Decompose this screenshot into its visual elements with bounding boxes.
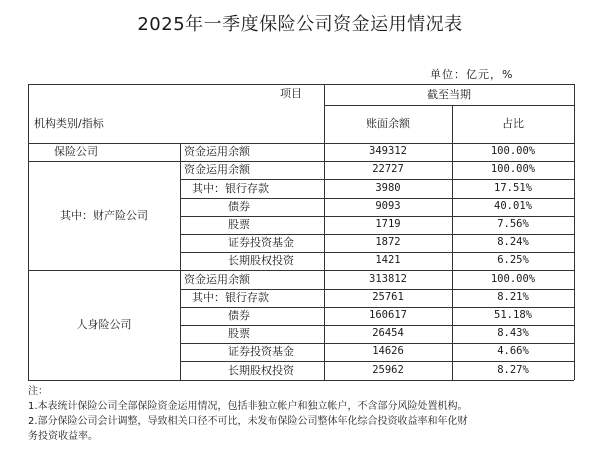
row-item: 资金运用余额 xyxy=(184,163,250,177)
table-rule xyxy=(180,289,574,290)
notes-heading: 注： xyxy=(28,386,48,397)
row-balance: 1872 xyxy=(375,236,401,249)
table-rule xyxy=(180,143,181,380)
row-balance: 26454 xyxy=(372,327,404,340)
row-balance: 1719 xyxy=(375,217,401,230)
row-ratio: 8.27% xyxy=(497,363,529,376)
table-rule xyxy=(574,84,575,380)
row-item: 资金运用余额 xyxy=(184,272,250,286)
table-rule xyxy=(324,105,574,106)
row-item: 证券投资基金 xyxy=(228,345,294,359)
row-balance: 25962 xyxy=(372,363,404,376)
row-item: 股票 xyxy=(228,217,250,231)
table-rule xyxy=(28,270,574,271)
header-ratio: 占比 xyxy=(502,117,524,130)
row-ratio: 51.18% xyxy=(494,308,532,321)
note-line: 1.本表统计保险公司全部保险资金运用情况，包括非独立帐户和独立帐户，不含部分风险处置机构。 xyxy=(28,401,468,412)
row-item: 长期股权投资 xyxy=(228,363,294,377)
investment-table xyxy=(28,84,574,384)
table-rule xyxy=(28,84,29,380)
row-item: 其中：银行存款 xyxy=(192,290,269,304)
total-label: 保险公司 xyxy=(54,145,98,159)
table-rule xyxy=(180,234,574,235)
row-ratio: 6.25% xyxy=(497,254,529,267)
row-item: 债券 xyxy=(228,199,250,213)
notes xyxy=(28,384,588,444)
row-item: 资金运用余额 xyxy=(184,145,250,159)
row-balance: 22727 xyxy=(372,163,404,176)
group-label: 人身险公司 xyxy=(76,318,132,331)
table-rule xyxy=(180,361,574,362)
header-item: 项目 xyxy=(280,87,302,100)
row-ratio: 8.21% xyxy=(497,290,529,303)
unit-label: 单位：亿元，% xyxy=(430,68,514,81)
row-ratio: 8.43% xyxy=(497,327,529,340)
row-item: 债券 xyxy=(228,308,250,322)
table-rule xyxy=(324,84,325,380)
row-balance: 14626 xyxy=(372,345,404,358)
header-balance: 账面余额 xyxy=(366,117,410,130)
row-ratio: 17.51% xyxy=(494,181,532,194)
table-rule xyxy=(180,216,574,217)
row-item: 其中：银行存款 xyxy=(192,181,269,195)
row-ratio: 8.24% xyxy=(497,236,529,249)
table-rule xyxy=(452,105,453,380)
row-balance: 9093 xyxy=(375,199,401,212)
row-balance: 25761 xyxy=(372,290,404,303)
table-rule xyxy=(28,84,574,85)
row-ratio: 100.00% xyxy=(490,145,536,158)
row-ratio: 100.00% xyxy=(490,272,536,285)
row-balance: 349312 xyxy=(369,145,407,158)
row-balance: 313812 xyxy=(369,272,407,285)
table-rule xyxy=(180,179,574,180)
table-rule xyxy=(180,307,574,308)
header-category: 机构类别/指标 xyxy=(34,117,104,130)
table-rule xyxy=(180,325,574,326)
row-balance: 3980 xyxy=(375,181,401,194)
note-line: 2.部分保险公司会计调整，导致相关口径不可比，未发布保险公司整体年化综合投资收益率和年化财 xyxy=(28,416,468,427)
row-item: 股票 xyxy=(228,327,250,341)
row-balance: 1421 xyxy=(375,254,401,267)
row-item: 证券投资基金 xyxy=(228,236,294,250)
row-ratio: 100.00% xyxy=(490,163,536,176)
table-rule xyxy=(28,380,574,381)
row-ratio: 40.01% xyxy=(494,199,532,212)
row-item: 长期股权投资 xyxy=(228,254,294,268)
table-rule xyxy=(28,161,574,162)
row-ratio: 4.66% xyxy=(497,345,529,358)
table-rule xyxy=(28,143,574,144)
group-label: 其中：财产险公司 xyxy=(60,208,148,222)
header-period: 截至当期 xyxy=(427,87,471,101)
row-ratio: 7.56% xyxy=(497,217,529,230)
row-balance: 160617 xyxy=(369,308,407,321)
table-rule xyxy=(180,198,574,199)
page-title: 2025年一季度保险公司资金运用情况表 xyxy=(137,14,463,35)
note-line: 务投资收益率。 xyxy=(28,431,98,442)
